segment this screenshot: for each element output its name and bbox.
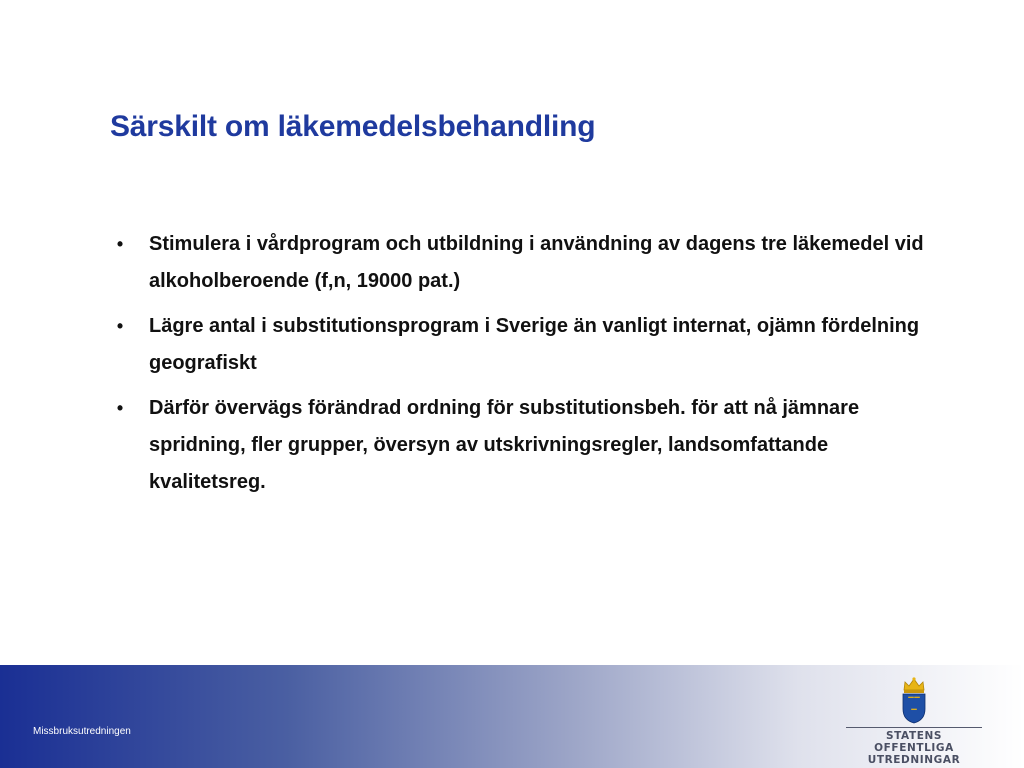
bullet-list [110,226,940,509]
bullet-text: Därför övervägs förändrad ordning för substitutionsbeh. för att nå jämnare spridning, fler grupper, översyn av utskrivningsregler, landsomfattande kvalitetsreg. [149,397,860,493]
bullet-text: Lägre antal i substitutionsprogram i Sverige än vanligt internat, ojämn fördelning geografiskt [149,315,920,374]
bullet-text: Stimulera i vårdprogram och utbildning i användning av dagens tre läkemedel vid alkoholberoende (f,n, 19000 pat.) [149,233,924,292]
bullet-item-3 [110,390,940,501]
bullet-dot-icon: • [116,234,124,254]
footer-label: Missbruksutredningen [33,726,131,737]
sou-logo [846,676,982,766]
bullet-item-2 [110,308,940,382]
bullet-dot-icon: • [116,316,124,336]
bullet-dot-icon: • [116,398,124,418]
swedish-coat-of-arms-icon [899,676,929,724]
logo-divider [846,727,982,728]
slide-title: Särskilt om läkemedelsbehandling [110,110,596,143]
logo-line-2: UTREDNINGAR [867,754,961,766]
logo-line-1: STATENS OFFENTLIGA [874,730,954,754]
bullet-item-1 [110,226,940,300]
